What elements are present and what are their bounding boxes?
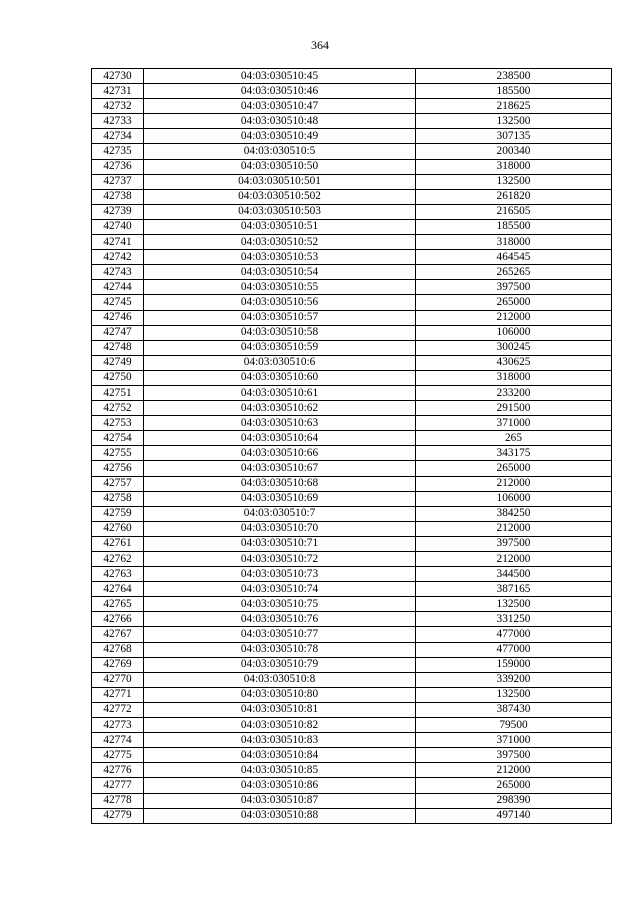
value-cell: 497140 bbox=[416, 808, 612, 823]
cadastral-number-cell: 04:03:030510:61 bbox=[144, 385, 416, 400]
value-cell: 265265 bbox=[416, 265, 612, 280]
value-cell: 318000 bbox=[416, 370, 612, 385]
table-row bbox=[92, 612, 612, 627]
row-number-cell: 42745 bbox=[92, 295, 144, 310]
value-cell: 371000 bbox=[416, 733, 612, 748]
cadastral-number-cell: 04:03:030510:69 bbox=[144, 491, 416, 506]
value-cell: 212000 bbox=[416, 476, 612, 491]
table-row bbox=[92, 114, 612, 129]
cadastral-number-cell: 04:03:030510:56 bbox=[144, 295, 416, 310]
table-row bbox=[92, 702, 612, 717]
cadastral-number-cell: 04:03:030510:88 bbox=[144, 808, 416, 823]
table-row bbox=[92, 370, 612, 385]
row-number-cell: 42773 bbox=[92, 718, 144, 733]
cadastral-number-cell: 04:03:030510:86 bbox=[144, 778, 416, 793]
value-cell: 397500 bbox=[416, 536, 612, 551]
cadastral-number-cell: 04:03:030510:63 bbox=[144, 416, 416, 431]
value-cell: 300245 bbox=[416, 340, 612, 355]
row-number-cell: 42734 bbox=[92, 129, 144, 144]
cadastral-number-cell: 04:03:030510:84 bbox=[144, 748, 416, 763]
value-cell: 464545 bbox=[416, 250, 612, 265]
cadastral-number-cell: 04:03:030510:6 bbox=[144, 355, 416, 370]
row-number-cell: 42757 bbox=[92, 476, 144, 491]
table-row bbox=[92, 582, 612, 597]
table-row bbox=[92, 69, 612, 84]
row-number-cell: 42739 bbox=[92, 204, 144, 219]
value-cell: 212000 bbox=[416, 763, 612, 778]
cadastral-number-cell: 04:03:030510:58 bbox=[144, 325, 416, 340]
table-row bbox=[92, 748, 612, 763]
cadastral-number-cell: 04:03:030510:47 bbox=[144, 99, 416, 114]
row-number-cell: 42776 bbox=[92, 763, 144, 778]
cadastral-number-cell: 04:03:030510:52 bbox=[144, 235, 416, 250]
row-number-cell: 42770 bbox=[92, 672, 144, 687]
row-number-cell: 42762 bbox=[92, 552, 144, 567]
value-cell: 331250 bbox=[416, 612, 612, 627]
cadastral-number-cell: 04:03:030510:45 bbox=[144, 69, 416, 84]
row-number-cell: 42749 bbox=[92, 355, 144, 370]
table-row bbox=[92, 657, 612, 672]
table-row bbox=[92, 204, 612, 219]
cadastral-number-cell: 04:03:030510:53 bbox=[144, 250, 416, 265]
table-row bbox=[92, 84, 612, 99]
cadastral-number-cell: 04:03:030510:70 bbox=[144, 521, 416, 536]
cadastral-number-cell: 04:03:030510:72 bbox=[144, 552, 416, 567]
table-row bbox=[92, 310, 612, 325]
table-row bbox=[92, 235, 612, 250]
value-cell: 265000 bbox=[416, 778, 612, 793]
cadastral-number-cell: 04:03:030510:55 bbox=[144, 280, 416, 295]
row-number-cell: 42755 bbox=[92, 446, 144, 461]
cadastral-number-cell: 04:03:030510:75 bbox=[144, 597, 416, 612]
value-cell: 265000 bbox=[416, 461, 612, 476]
row-number-cell: 42732 bbox=[92, 99, 144, 114]
cadastral-number-cell: 04:03:030510:79 bbox=[144, 657, 416, 672]
row-number-cell: 42764 bbox=[92, 582, 144, 597]
row-number-cell: 42768 bbox=[92, 642, 144, 657]
value-cell: 477000 bbox=[416, 627, 612, 642]
cadastral-number-cell: 04:03:030510:8 bbox=[144, 672, 416, 687]
value-cell: 397500 bbox=[416, 748, 612, 763]
row-number-cell: 42775 bbox=[92, 748, 144, 763]
row-number-cell: 42771 bbox=[92, 687, 144, 702]
value-cell: 371000 bbox=[416, 416, 612, 431]
cadastral-number-cell: 04:03:030510:76 bbox=[144, 612, 416, 627]
value-cell: 238500 bbox=[416, 69, 612, 84]
value-cell: 132500 bbox=[416, 114, 612, 129]
row-number-cell: 42747 bbox=[92, 325, 144, 340]
value-cell: 298390 bbox=[416, 793, 612, 808]
row-number-cell: 42733 bbox=[92, 114, 144, 129]
row-number-cell: 42756 bbox=[92, 461, 144, 476]
table-row bbox=[92, 552, 612, 567]
table-row bbox=[92, 808, 612, 823]
page-number: 364 bbox=[311, 38, 329, 52]
value-cell: 318000 bbox=[416, 235, 612, 250]
row-number-cell: 42761 bbox=[92, 536, 144, 551]
table-row bbox=[92, 687, 612, 702]
table-row bbox=[92, 250, 612, 265]
table-row bbox=[92, 718, 612, 733]
table-row bbox=[92, 189, 612, 204]
value-cell: 218625 bbox=[416, 99, 612, 114]
row-number-cell: 42743 bbox=[92, 265, 144, 280]
table-row bbox=[92, 763, 612, 778]
value-cell: 132500 bbox=[416, 597, 612, 612]
table-row bbox=[92, 642, 612, 657]
table-row bbox=[92, 521, 612, 536]
value-cell: 430625 bbox=[416, 355, 612, 370]
value-cell: 159000 bbox=[416, 657, 612, 672]
registry-table-body bbox=[92, 69, 612, 824]
row-number-cell: 42750 bbox=[92, 370, 144, 385]
table-row bbox=[92, 461, 612, 476]
row-number-cell: 42742 bbox=[92, 250, 144, 265]
value-cell: 344500 bbox=[416, 567, 612, 582]
value-cell: 212000 bbox=[416, 552, 612, 567]
value-cell: 387430 bbox=[416, 702, 612, 717]
cadastral-number-cell: 04:03:030510:82 bbox=[144, 718, 416, 733]
cadastral-number-cell: 04:03:030510:49 bbox=[144, 129, 416, 144]
cadastral-number-cell: 04:03:030510:48 bbox=[144, 114, 416, 129]
table-row bbox=[92, 265, 612, 280]
cadastral-number-cell: 04:03:030510:77 bbox=[144, 627, 416, 642]
value-cell: 265 bbox=[416, 431, 612, 446]
table-row bbox=[92, 144, 612, 159]
cadastral-number-cell: 04:03:030510:80 bbox=[144, 687, 416, 702]
value-cell: 307135 bbox=[416, 129, 612, 144]
row-number-cell: 42778 bbox=[92, 793, 144, 808]
cadastral-number-cell: 04:03:030510:46 bbox=[144, 84, 416, 99]
cadastral-number-cell: 04:03:030510:503 bbox=[144, 204, 416, 219]
value-cell: 185500 bbox=[416, 219, 612, 234]
table-row bbox=[92, 129, 612, 144]
row-number-cell: 42737 bbox=[92, 174, 144, 189]
table-row bbox=[92, 793, 612, 808]
row-number-cell: 42738 bbox=[92, 189, 144, 204]
row-number-cell: 42763 bbox=[92, 567, 144, 582]
value-cell: 185500 bbox=[416, 84, 612, 99]
row-number-cell: 42730 bbox=[92, 69, 144, 84]
value-cell: 318000 bbox=[416, 159, 612, 174]
cadastral-number-cell: 04:03:030510:78 bbox=[144, 642, 416, 657]
row-number-cell: 42758 bbox=[92, 491, 144, 506]
table-row bbox=[92, 385, 612, 400]
row-number-cell: 42748 bbox=[92, 340, 144, 355]
row-number-cell: 42751 bbox=[92, 385, 144, 400]
cadastral-number-cell: 04:03:030510:59 bbox=[144, 340, 416, 355]
row-number-cell: 42754 bbox=[92, 431, 144, 446]
table-row bbox=[92, 355, 612, 370]
cadastral-number-cell: 04:03:030510:51 bbox=[144, 219, 416, 234]
row-number-cell: 42766 bbox=[92, 612, 144, 627]
table-row bbox=[92, 174, 612, 189]
value-cell: 106000 bbox=[416, 491, 612, 506]
table-row bbox=[92, 597, 612, 612]
row-number-cell: 42735 bbox=[92, 144, 144, 159]
cadastral-number-cell: 04:03:030510:54 bbox=[144, 265, 416, 280]
value-cell: 291500 bbox=[416, 401, 612, 416]
row-number-cell: 42746 bbox=[92, 310, 144, 325]
row-number-cell: 42772 bbox=[92, 702, 144, 717]
cadastral-number-cell: 04:03:030510:71 bbox=[144, 536, 416, 551]
row-number-cell: 42740 bbox=[92, 219, 144, 234]
cadastral-number-cell: 04:03:030510:62 bbox=[144, 401, 416, 416]
cadastral-number-cell: 04:03:030510:87 bbox=[144, 793, 416, 808]
row-number-cell: 42744 bbox=[92, 280, 144, 295]
cadastral-number-cell: 04:03:030510:83 bbox=[144, 733, 416, 748]
cadastral-number-cell: 04:03:030510:66 bbox=[144, 446, 416, 461]
value-cell: 397500 bbox=[416, 280, 612, 295]
value-cell: 132500 bbox=[416, 687, 612, 702]
row-number-cell: 42752 bbox=[92, 401, 144, 416]
value-cell: 343175 bbox=[416, 446, 612, 461]
table-row bbox=[92, 295, 612, 310]
cadastral-number-cell: 04:03:030510:81 bbox=[144, 702, 416, 717]
cadastral-number-cell: 04:03:030510:73 bbox=[144, 567, 416, 582]
value-cell: 261820 bbox=[416, 189, 612, 204]
row-number-cell: 42759 bbox=[92, 506, 144, 521]
value-cell: 216505 bbox=[416, 204, 612, 219]
table-row bbox=[92, 325, 612, 340]
value-cell: 387165 bbox=[416, 582, 612, 597]
value-cell: 79500 bbox=[416, 718, 612, 733]
registry-table bbox=[91, 68, 612, 824]
row-number-cell: 42760 bbox=[92, 521, 144, 536]
table-row bbox=[92, 506, 612, 521]
cadastral-number-cell: 04:03:030510:60 bbox=[144, 370, 416, 385]
cadastral-number-cell: 04:03:030510:50 bbox=[144, 159, 416, 174]
table-row bbox=[92, 280, 612, 295]
table-row bbox=[92, 431, 612, 446]
table-row bbox=[92, 340, 612, 355]
value-cell: 132500 bbox=[416, 174, 612, 189]
table-row bbox=[92, 219, 612, 234]
table-row bbox=[92, 672, 612, 687]
table-row bbox=[92, 567, 612, 582]
value-cell: 200340 bbox=[416, 144, 612, 159]
table-row bbox=[92, 491, 612, 506]
cadastral-number-cell: 04:03:030510:85 bbox=[144, 763, 416, 778]
value-cell: 477000 bbox=[416, 642, 612, 657]
table-row bbox=[92, 778, 612, 793]
row-number-cell: 42777 bbox=[92, 778, 144, 793]
value-cell: 212000 bbox=[416, 521, 612, 536]
value-cell: 106000 bbox=[416, 325, 612, 340]
value-cell: 233200 bbox=[416, 385, 612, 400]
cadastral-number-cell: 04:03:030510:74 bbox=[144, 582, 416, 597]
row-number-cell: 42769 bbox=[92, 657, 144, 672]
table-row bbox=[92, 536, 612, 551]
cadastral-number-cell: 04:03:030510:5 bbox=[144, 144, 416, 159]
table-row bbox=[92, 476, 612, 491]
table-row bbox=[92, 159, 612, 174]
row-number-cell: 42765 bbox=[92, 597, 144, 612]
table-row bbox=[92, 627, 612, 642]
table-row bbox=[92, 416, 612, 431]
table-row bbox=[92, 446, 612, 461]
cadastral-number-cell: 04:03:030510:57 bbox=[144, 310, 416, 325]
value-cell: 265000 bbox=[416, 295, 612, 310]
cadastral-number-cell: 04:03:030510:502 bbox=[144, 189, 416, 204]
row-number-cell: 42767 bbox=[92, 627, 144, 642]
table-row bbox=[92, 401, 612, 416]
cadastral-number-cell: 04:03:030510:7 bbox=[144, 506, 416, 521]
cadastral-number-cell: 04:03:030510:68 bbox=[144, 476, 416, 491]
table-row bbox=[92, 99, 612, 114]
cadastral-number-cell: 04:03:030510:67 bbox=[144, 461, 416, 476]
row-number-cell: 42731 bbox=[92, 84, 144, 99]
row-number-cell: 42736 bbox=[92, 159, 144, 174]
table-row bbox=[92, 733, 612, 748]
row-number-cell: 42774 bbox=[92, 733, 144, 748]
cadastral-number-cell: 04:03:030510:64 bbox=[144, 431, 416, 446]
row-number-cell: 42741 bbox=[92, 235, 144, 250]
row-number-cell: 42753 bbox=[92, 416, 144, 431]
cadastral-number-cell: 04:03:030510:501 bbox=[144, 174, 416, 189]
value-cell: 339200 bbox=[416, 672, 612, 687]
row-number-cell: 42779 bbox=[92, 808, 144, 823]
value-cell: 212000 bbox=[416, 310, 612, 325]
value-cell: 384250 bbox=[416, 506, 612, 521]
